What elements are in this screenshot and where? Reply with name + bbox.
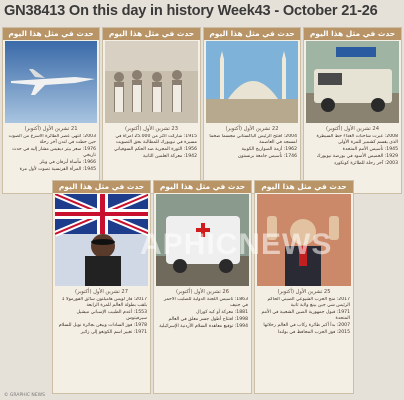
event-line: 1998: افتتاح أطول جسر معلق في العالم — [168, 317, 248, 323]
card-header: حدث في مثل هذا اليوم — [255, 181, 353, 193]
event-line: 1971: قبول جمهورية الصين الشعبية في الأمم المتحدة — [261, 310, 350, 322]
card-header: حدث في مثل هذا اليوم — [103, 28, 200, 40]
card-header: حدث في مثل هذا اليوم — [204, 28, 300, 40]
event-line: 2003: انتهى عصر الطائرة الأسرع من الصوت حين حطت في لندن آخر رحلة — [8, 134, 96, 146]
event-line: 1978: فوز السادات وبيغن بجائزة نوبل للسلام — [58, 323, 147, 329]
card-date: 21 تشرين الأول (أكتوبر) — [24, 126, 78, 132]
card-header: حدث في مثل هذا اليوم — [53, 181, 150, 193]
card-header: حدث في مثل هذا اليوم — [3, 28, 99, 40]
photo-hamilton — [55, 194, 148, 286]
event-line: 1553: أعدم الطبيب الإسباني ميشيل سيرفيتوس — [76, 310, 147, 322]
page-title: GN38413 On this day in history Week43 - October 21-26 — [4, 3, 378, 19]
event-line: 1962: أزمة الصواريخ الكوبية — [241, 147, 297, 153]
event-line: 1929: الخميس الأسود في بورصة نيويورك — [316, 154, 398, 160]
event-line: 2015: فوز الحزب المحافظ في بولندا — [277, 330, 350, 336]
event-line: 1956: الثورة المجرية ضد الحكم السوفياتي — [114, 147, 197, 153]
event-line: 2007: بدأ أكبر طائرة ركاب في العالم رحلاتها — [263, 323, 350, 329]
card-header: حدث في مثل هذا اليوم — [154, 181, 251, 193]
card-date: 23 تشرين الأول (أكتوبر) — [124, 126, 179, 132]
card-header: حدث في مثل هذا اليوم — [304, 28, 401, 40]
event-line: 1881: معركة أو كيه كورال — [196, 310, 248, 316]
photo-red-cross — [156, 194, 249, 286]
photo-suffragettes — [105, 41, 198, 123]
event-line: 1746: تأسيس جامعة برنستون — [237, 154, 297, 160]
card-date: 26 تشرين الأول (أكتوبر) — [175, 289, 230, 295]
photo-mosque — [206, 41, 298, 123]
watermark: APHICNEWS — [140, 228, 333, 261]
event-line: 1942: معركة العلمين الثانية — [142, 154, 197, 160]
page-header — [0, 0, 404, 26]
photo-concorde — [5, 41, 97, 123]
event-line: 1945: المرأة الفرنسية تصوت لأول مرة — [19, 167, 96, 173]
event-line: 1994: توقيع معاهدة السلام الأردنية الإسرائيلية — [159, 324, 248, 330]
event-line: 1915: شاركت أكثر من 25.000 امرأة في مسيرة في نيويورك للمطالبة بحق التصويت — [115, 134, 197, 146]
card-oct-26 — [153, 180, 252, 394]
card-date: 22 تشرين الأول (أكتوبر) — [225, 126, 279, 132]
credit: © GRAPHIC NEWS — [4, 393, 45, 398]
card-date: 25 تشرين الأول (أكتوبر) — [277, 289, 331, 295]
event-line: 2008: عبرت شاحنات الغذاء خط السيطرة الذي يقسم كشمير للمرة الأولى — [316, 134, 398, 146]
card-text — [258, 297, 350, 390]
event-line: 1945: تأسيس الأمم المتحدة — [342, 147, 398, 153]
card-oct-27 — [52, 180, 151, 394]
event-line: 2003: آخر رحلة للطائرة كونكورد — [333, 161, 398, 167]
card-text — [157, 297, 248, 390]
photo-truck — [306, 41, 399, 123]
event-line: 1966: مأساة أبرفان في ويلز — [39, 160, 96, 166]
event-line: 1971: تغيير اسم الكونغو إلى زائير — [80, 330, 147, 336]
card-oct-24 — [303, 27, 402, 194]
event-line: 1863: تأسيس اللجنة الدولية للصليب الأحمر في جنيف — [163, 297, 248, 309]
card-date: 27 تشرين الأول (أكتوبر) — [74, 289, 129, 295]
event-line: 2017: فاز لويس هاميلتون سائق الفورمولا 1 بلقب بطولة العالم للمرة الرابعة — [61, 297, 147, 309]
event-line: 1976: سعر بيتر ديفيس مشار إليه في حدث تاريخي — [12, 147, 96, 159]
event-line: 2017: منح الحزب الشيوعي الصيني الحاكم الرئيس شي جين بينغ ولاية ثانية — [267, 297, 350, 309]
event-line: 2004: افتتح الرئيس الباكستاني مجسماً ضخماً لمسجد في العاصمة — [209, 134, 297, 146]
photo-xi-jinping — [257, 194, 351, 286]
card-oct-25 — [254, 180, 354, 394]
card-oct-22 — [203, 27, 301, 194]
card-oct-21 — [2, 27, 100, 194]
card-oct-23 — [102, 27, 201, 194]
card-text — [56, 297, 147, 390]
card-date: 24 تشرين الأول (أكتوبر) — [325, 126, 380, 132]
